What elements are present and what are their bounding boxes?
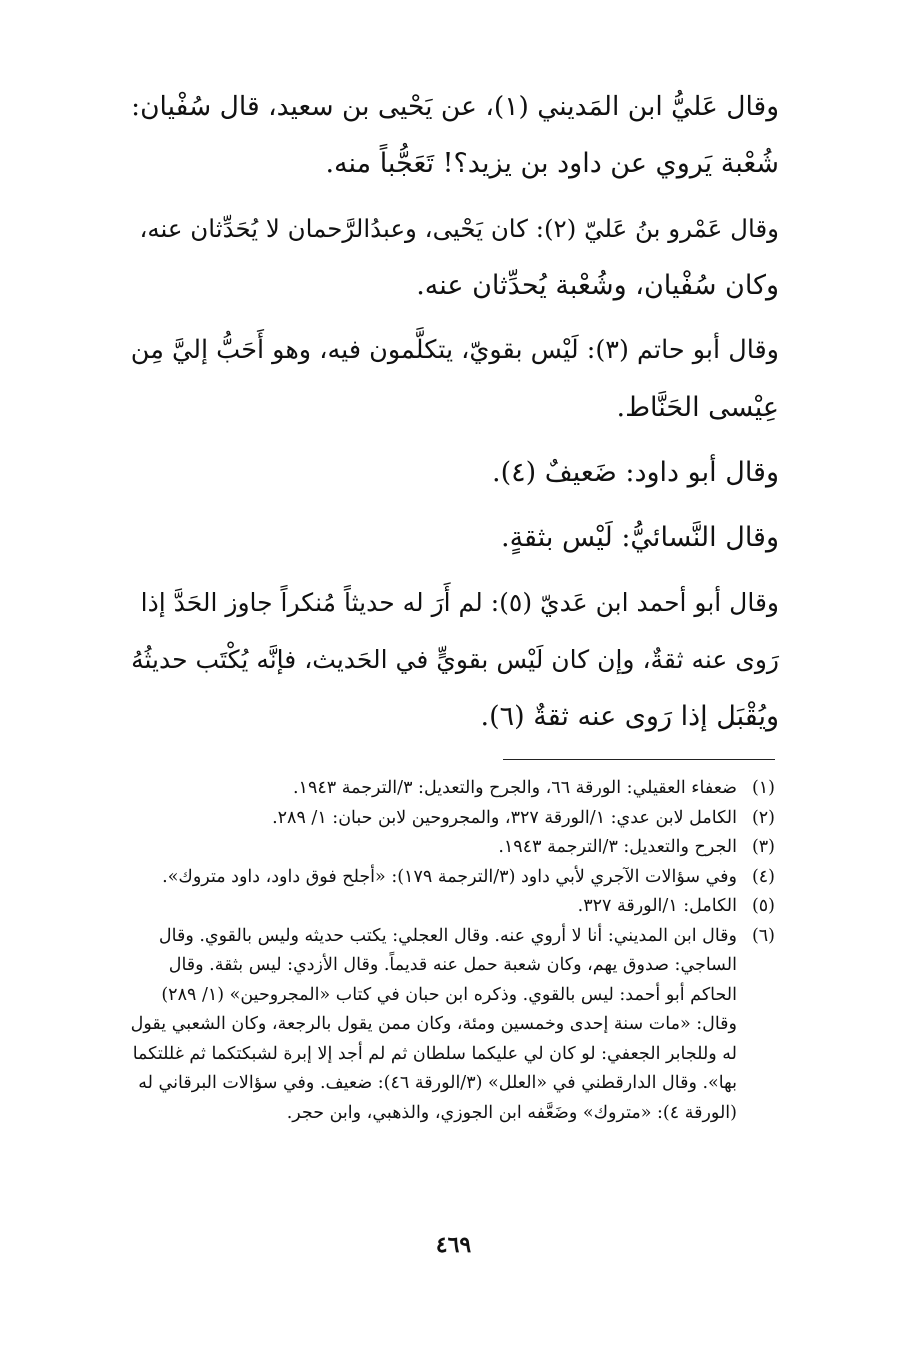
paragraph-abu-dawud [130,444,779,501]
footnote-number: (١) [751,778,775,798]
footnote-number: (٥) [751,896,775,916]
paragraph-ibn-adi [130,574,779,745]
footnote-line: وقال: «مات سنة إحدى وخمسين ومئة، وكان ممن يقول بالرجعة، وكان الشعبي يقول [130,1014,737,1034]
footnote-text [128,774,737,804]
footnote-line: الكامل: ١/الورقة ٣٢٧. [577,896,737,916]
text-line: شُعْبة يَروي عن داود بن يزيد؟! تَعَجُّباً منه. [325,148,779,179]
text-line: وقال أبو داود: ضَعيفٌ (٤). [492,457,779,488]
footnote-5 [128,892,775,922]
paragraph-abu-hatim [130,322,779,436]
text-line: ويُقْبَل إذا رَوى عنه ثقةٌ (٦). [480,701,779,732]
footnote-line: (الورقة ٤): «متروك» وضَعَّفه ابن الجوزي، والذهبي، وابن حجر. [286,1102,737,1123]
text-line: وقال عَليُّ ابن المَديني (١)، عن يَحْيى بن سعيد، قال سُفْيان: [131,91,779,122]
footnote-text [128,833,737,863]
footnote-line: بها». وقال الدارقطني في «العلل» (٣/الورقة ٤٦): ضعيف. وفي سؤالات البرقاني له [138,1073,737,1093]
page-number: ٤٦٩ [435,1232,472,1258]
text-line: رَوى عنه ثقةٌ، وإن كان لَيْس بقويٍّ في الحَديث، فإنَّه يُكْتَب حديثُهُ [131,645,779,674]
footnote-number: (٢) [751,807,775,828]
paragraph-al-nasai [130,509,779,566]
footnote-number: (٤) [751,866,775,887]
text-line: وقال النَّسائيُّ: لَيْس بثقةٍ. [500,522,779,553]
footnote-line: الجرح والتعديل: ٣/الترجمة ١٩٤٣. [498,837,737,857]
footnote-line: الحاكم أبو أحمد: ليس بالقوي. وذكره ابن حبان في كتاب «المجروحين» (١/ ٢٨٩) [161,984,737,1005]
footnote-line: الساجي: صدوق يهم، وكان شعبة حمل عنه قديماً. وقال الأزدي: ليس بثقة. وقال [168,955,737,975]
footnote-4 [128,863,775,893]
footnotes [128,774,775,1128]
footnote-line: وقال ابن المديني: أنا لا أروي عنه. وقال العجلي: يكتب حديثه وليس بالقوي. وقال [158,925,737,946]
footnote-number: (٦) [751,925,775,946]
text-line: وقال أبو حاتم (٣): لَيْس بقويّ، يتكلَّمون فيه، وهو أَحَبُّ إليَّ مِن [130,335,779,365]
footnote-line: له وللجابر الجعفي: لو كان لي عليكما سلطان ثم لم أجد إلا إبرة لشبكتكما ثم غللتكما [132,1043,737,1064]
footnote-separator [503,759,775,760]
paragraph-ali-ibn-al-madini [130,78,779,192]
text-line: عِيْسى الحَنَّاط. [616,392,779,423]
text-line: وكان سُفْيان، وشُعْبة يُحدِّثان عنه. [416,270,779,301]
footnote-text [128,804,737,834]
text-line: وقال عَمْرو بنُ عَليّ (٢): كان يَحْيى، وعبدُالرَّحمان لا يُحَدِّثان عنه، [139,214,779,243]
text-line: وقال أبو أحمد ابن عَديّ (٥): لم أَرَ له حديثاً مُنكراً جاوز الحَدَّ إذا [140,588,779,617]
footnote-line: ضعفاء العقيلي: الورقة ٦٦، والجرح والتعديل: ٣/الترجمة ١٩٤٣. [292,778,737,798]
footnote-line: وفي سؤالات الآجري لأبي داود (٣/الترجمة ١٧٩): «أجلح فوق داود، داود متروك». [162,866,737,887]
footnote-3 [128,833,775,863]
paragraph-amr-ibn-ali [130,200,779,314]
footnote-1 [128,774,775,804]
footnote-text [128,892,737,922]
footnote-line: الكامل لابن عدي: ١/الورقة ٣٢٧، والمجروحين لابن حبان: ١/ ٢٨٩. [272,807,737,828]
footnote-text [128,863,737,893]
footnote-text [128,922,737,1129]
main-text [130,78,779,753]
footnote-number: (٣) [751,837,775,857]
footnote-2 [128,804,775,834]
footnote-6 [128,922,775,1129]
